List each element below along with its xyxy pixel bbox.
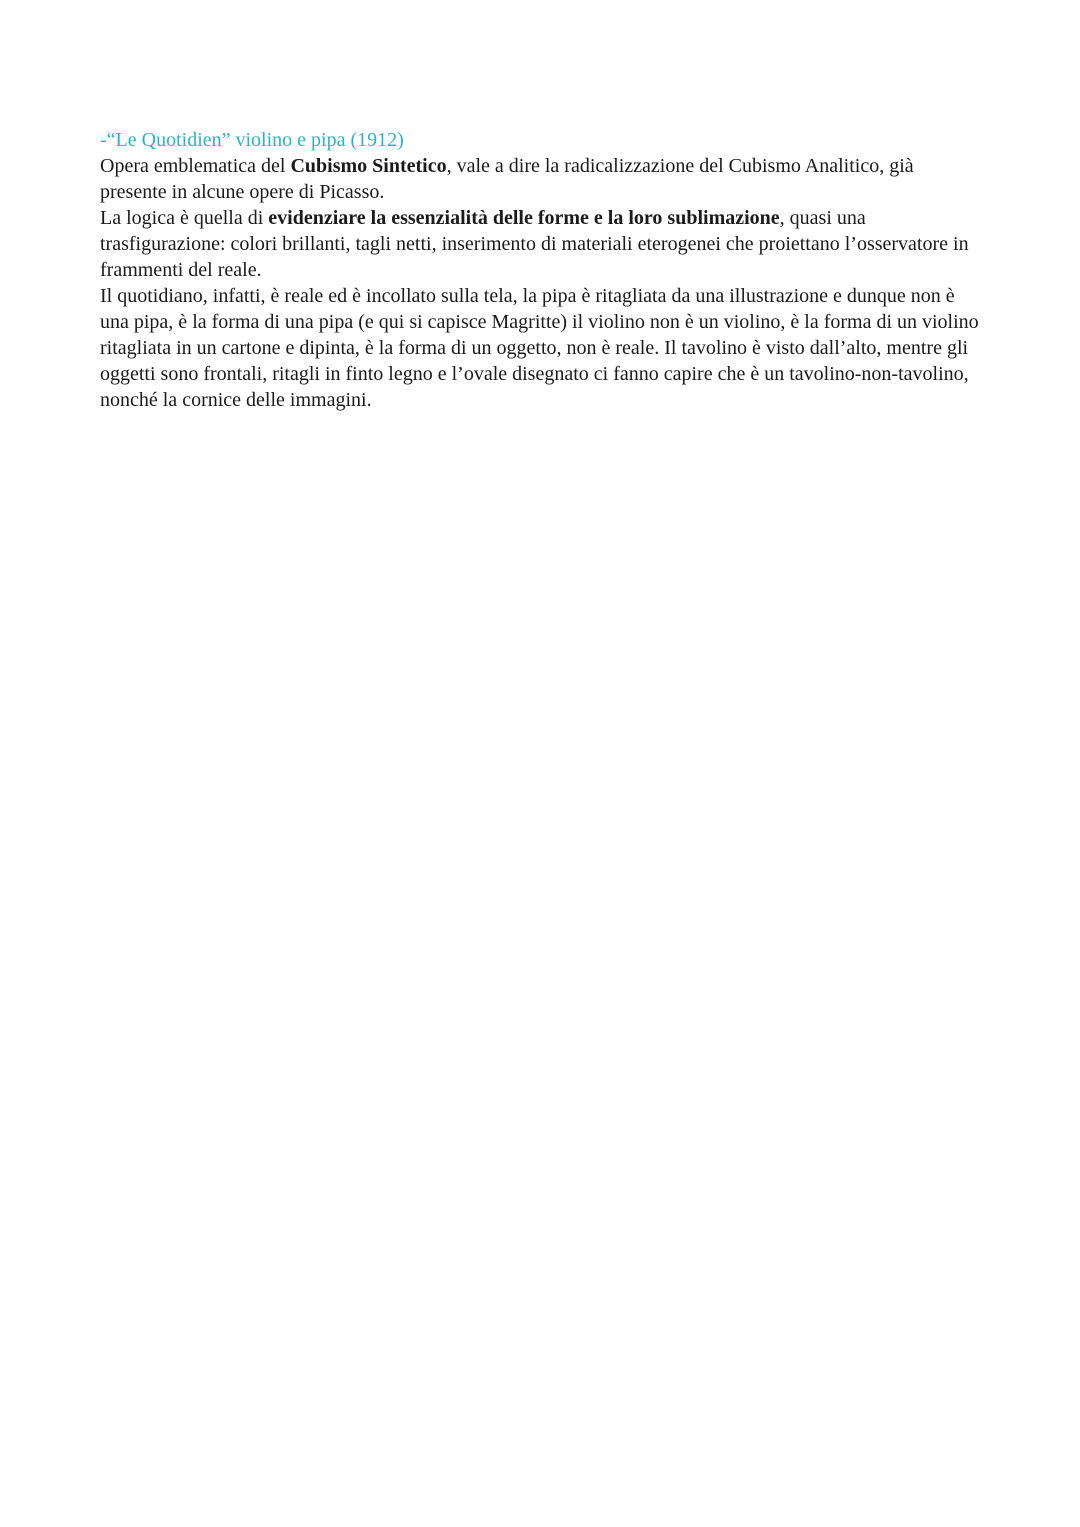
- paragraph: [100, 205, 982, 283]
- paragraph: [100, 283, 982, 413]
- text-run: Il quotidiano, infatti, è reale ed è incollato sulla tela, la pipa è ritagliata da una illustrazione e dunque non è una pipa, è la forma di una pipa (e qui si capisce Magritte) il violino non è un violino, è la forma di un violino ritagliata in un cartone e dipinta, è la forma di un oggetto, non è reale. Il tavolino è visto dall’alto, mentre gli oggetti sono frontali, ritagli in finto legno e l’ovale disegnato ci fanno capire che è un tavolino-non-tavolino, nonché la cornice delle immagini.: [100, 285, 979, 411]
- text-run: , quasi una trasfigurazione: colori brillanti, tagli netti, inserimento di materiali eterogenei che proiettano l’osservatore in frammenti del reale.: [100, 207, 969, 281]
- document-heading: -“Le Quotidien” violino e pipa (1912): [100, 129, 404, 151]
- bold-text-run: evidenziare la essenzialità delle forme e la loro sublimazione: [268, 207, 780, 229]
- paragraph: [100, 153, 982, 205]
- document-content: [100, 127, 982, 413]
- document-body: [100, 153, 982, 413]
- text-run: , vale a dire la radicalizzazione del Cubismo Analitico, già presente in alcune opere di Picasso.: [100, 155, 914, 203]
- bold-text-run: Cubismo Sintetico: [290, 155, 447, 177]
- text-run: La logica è quella di: [100, 207, 269, 229]
- text-run: Opera emblematica del: [100, 155, 291, 177]
